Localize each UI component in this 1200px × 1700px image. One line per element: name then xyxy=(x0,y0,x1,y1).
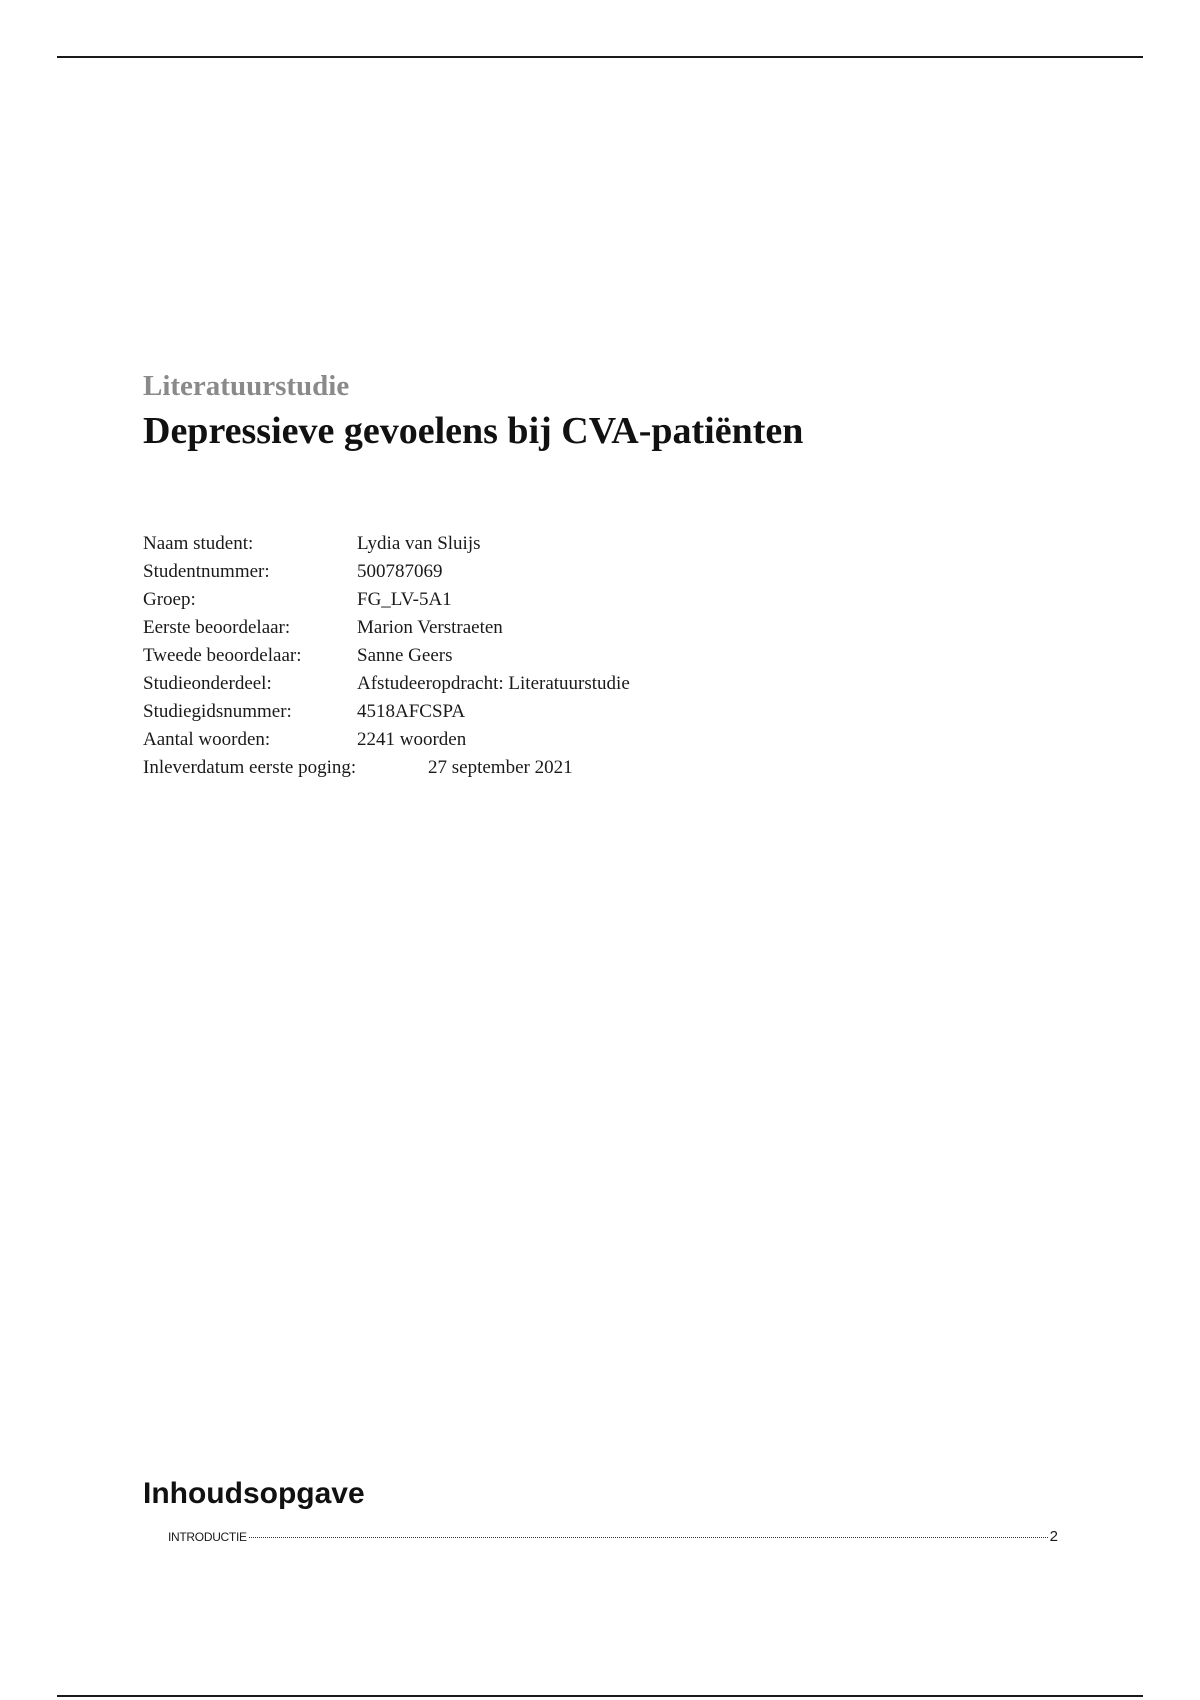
info-value: Sanne Geers xyxy=(357,645,453,666)
info-value: 2241 woorden xyxy=(357,729,467,750)
info-row-study-guide-number xyxy=(143,698,630,726)
info-row-name xyxy=(143,530,630,558)
toc-entry[interactable] xyxy=(168,1528,1058,1552)
info-label: Naam student: xyxy=(143,533,254,554)
info-label: Inleverdatum eerste poging: xyxy=(143,757,357,778)
toc-dot-leader xyxy=(249,1537,1048,1538)
toc-entry-label: INTRODUCTIE xyxy=(168,1530,247,1544)
toc-entry-page: 2 xyxy=(1049,1528,1058,1545)
info-value: Afstudeeropdracht: Literatuurstudie xyxy=(357,673,630,694)
info-row-student-number xyxy=(143,558,630,586)
info-label: Groep: xyxy=(143,589,196,610)
info-label: Tweede beoordelaar: xyxy=(143,645,302,666)
document-subtitle: Literatuurstudie xyxy=(143,370,350,402)
info-value: 500787069 xyxy=(357,561,443,582)
info-label: Studentnummer: xyxy=(143,561,270,582)
info-value: 27 september 2021 xyxy=(428,757,573,778)
info-row-course-unit xyxy=(143,670,630,698)
info-row-submission-date xyxy=(143,754,630,782)
student-info-block xyxy=(143,530,630,782)
info-row-second-assessor xyxy=(143,642,630,670)
info-label: Aantal woorden: xyxy=(143,729,271,750)
info-label: Eerste beoordelaar: xyxy=(143,617,291,638)
info-value: 4518AFCSPA xyxy=(357,701,466,722)
info-label: Studieonderdeel: xyxy=(143,673,272,694)
document-title: Depressieve gevoelens bij CVA-patiënten xyxy=(143,410,804,452)
info-label: Studiegidsnummer: xyxy=(143,701,292,722)
info-row-group xyxy=(143,586,630,614)
header-rule xyxy=(57,56,1143,58)
footer-rule xyxy=(57,1695,1143,1697)
info-value: FG_LV-5A1 xyxy=(357,589,452,610)
info-row-word-count xyxy=(143,726,630,754)
table-of-contents xyxy=(168,1528,1058,1552)
info-value: Marion Verstraeten xyxy=(357,617,503,638)
info-row-first-assessor xyxy=(143,614,630,642)
toc-heading: Inhoudsopgave xyxy=(143,1477,365,1510)
info-value: Lydia van Sluijs xyxy=(357,533,481,554)
